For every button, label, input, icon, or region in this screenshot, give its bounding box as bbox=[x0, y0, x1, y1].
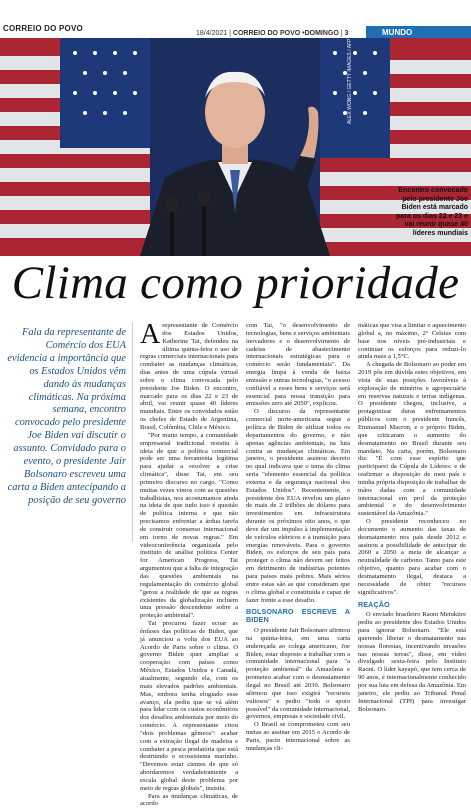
paragraph: com Tai, "o desenvolvimento de tecnologias, bens e serviços ambientais inovadores e o desenvolvimento de cadeias de abastecimento internacionais estratégicas para o comércio serão fundamentais". Da energia limpa à venda de baixa emissão e outras tecnologias, "o acesso confiável a esses bens e serviços será essencial para nossa transição para emissões zero até 2050", explicou. bbox=[246, 322, 350, 408]
paragraph: O presidente Jair Bolsonaro afirmou na quinta-feira, em uma carta endereçada ao colega americano, Joe Biden, estar disposto a trabalhar com a comunidade internacional para "a proteção ambiental" da Amazônia e prometeu acabar com o desmatamento ilegal no Brasil até 2030. Bolsonaro afirmou que isso exigirá "recursos vultosos" e pediu "todo o apoio possível" da comunidade internacional, governos, empresas e sociedade civil. bbox=[246, 627, 350, 721]
column-rule bbox=[132, 322, 133, 542]
brand-name: CORREIO DO POVO bbox=[3, 24, 83, 33]
standfirst: Fala da representante de Comércio dos EUA evidencia a importância que os Estados Unidos vêm dando às mudanças climáticas. Na próxima semana, encontro convocado pelo presidente Joe Biden vai discutir o assunto. Convidado para o evento, o presidente Jair Bolsonaro escreveu uma carta a Biden antecipando a posição de seu governo bbox=[7, 327, 126, 506]
paragraph: "Por muito tempo, a comunidade empresarial tradicional resistiu à ideia de que a política comercial pode ser uma ferramenta legítima para ajudar a resolver a crise climática", disse Tai, em seu primeiro discurso no cargo. "Como muitas vezes vimos com as questões trabalhistas, nos acostumamos ainda na ideia de que tudo isso é questão de política interna e que não precisamos enfrentar a árdua tarefa de construir consenso internacional em torno de novas regras." Em videoconferência organizada pelo instituto de análise política Center for American Progress, Tai argumentou que a falta de integração das questões ambientais na regulamentação do comércio global "gerou a realidade de que as regras existentes da globalização incluem uma pressão descendente sobre a proteção ambiental". bbox=[140, 431, 238, 620]
paragraph: O Brasil se comprometeu com seu metas ao assinar em 2015 o Acordo de Paris, pacto internacional sobre as mudanças cli- bbox=[246, 721, 350, 752]
dateline bbox=[196, 30, 348, 37]
section-tab: MUNDO bbox=[366, 26, 471, 40]
photo-caption: Encontro convocado pelo presidente Joe Biden está marcado para os dias 22 e 23 e vai reunir quase 40 líderes mundiais bbox=[396, 187, 468, 237]
separator: | bbox=[340, 30, 343, 37]
paper-name: CORREIO DO POVO bbox=[232, 30, 301, 37]
paragraph: O presidente reconheceu no documento o aumento das taxas de desmatamento nos pais desde 2012 e assinou a possibilidade de antecipar de 2060 a 2050 a meta de alcançar a neutralidade de carbono. Tanto para este objetivo, quanto para acabar com o desmatamento ilegal, destaca a necessidade de obter "recursos significativos". bbox=[358, 518, 466, 596]
paragraph: A chegada de Bolsonaro ao poder em 2019 pôs em dúvida estes objetivos, em vista de suas posições favoráveis à exploração de minérios e agropecuária em reservas naturais e terras indígenas. O presidente chegou, inclusive, a protagonizar duras enfrentamentos públicos com o presidente francês, Emmanuel Macron, e o próprio Biden, que criticaram o aumento do desmatamento no Brasil durante seu mandato. Na carta, porém, Bolsonaro diz: "É com esse espírito que participarei da Cúpula de Líderes: e de reafirmar a disposição de meu país e minha própria disposição de trabalhar de mãos dadas com a comunidade internacional em prol da proteção ambiental e do desenvolvimento sustentável da Amazônia." bbox=[358, 361, 466, 518]
article-column-3 bbox=[358, 322, 466, 713]
article-column-2 bbox=[246, 322, 350, 752]
paragraph: O discurso da representante comercial norte-americana segue a política de Biden de utilizar todos os departamentos do governo, e não apenas agências ambientais, na luta contra as mudanças climáticas. Em janeiro, o presidente assinou decreto no qual indicava que o tema do clima seria "elemento essencial da política externa e da segurança nacional dos Estados Unidos". Recentemente, o presidente dos EUA revelou um plano de mais de 2 trilhões de dólares para investimentos em infraestrutura durante os próximos oito anos, o que deve dar um impulso à implementação de veículos elétricos e à transição para energias renováveis. Para o governo Biden, os esforços de seu país para proteger o clima não devem ser feitos em detrimento de indústrias potentes para países mais pobres. Mais sérios entre estas são as que consideram que o clima global e constituída e capaz de fazer frente a esse desafio. bbox=[246, 408, 350, 604]
paragraph: Tai procurou fazer ecoar as ênfases das políticas de Biden, que já anunciou a volta dos EUA ao Acordo de Paris sobre o clima. O governo Biden quer ampliar a cooperação com países como México, Estados Unidos e Canadá, atualmente, segundo ela, com os mais elevados padrões ambientais. Mas, embora tenha elogiado esse avanço, ela pediu que se vá além para lidar com os custos econômicos dos desafios ambientais por meio do comércio. A representante citou "dois problemas gêmeos": acabar com a extração ilegal de madeira e combater a pesca predatória que está destruindo o ecossistema marinho. "Devemos estar cientes de que só abordaremos verdadeiramente a escala global deste problema por meio de regras globais", insistiu. bbox=[140, 620, 238, 792]
subheading: BOLSONARO ESCREVE A BIDEN bbox=[246, 607, 350, 625]
photo-credit: ALEX WONG / GETTY IMAGES / AFP bbox=[347, 38, 353, 124]
article-column-1 bbox=[140, 319, 238, 808]
subheading: REAÇÃO bbox=[358, 599, 390, 609]
page-header bbox=[0, 0, 471, 37]
page-number: 3 bbox=[344, 30, 349, 37]
paragraph: máticas que visa a limitar o aquecimento global a, no máximo, 2° Celsius com base nos níveis pré-industriais e continuar os esforços para reduzi-lo ainda mais a 1,5°C. bbox=[358, 322, 466, 361]
headline: Clima como prioridade bbox=[11, 257, 460, 309]
paragraph: Arepresentante de Comércio dos Estados Unidos, Katherine Tai, defendeu na última quinta-feira o uso de regras comerciais internacionais para combater as mudanças climáticas, dias antes de uma cúpula virtual sobre o clima convocada pelo presidente Joe Biden. O encontro, marcado para os dias 22 e 23 de abril, vai reunir quase 40 líderes mundiais. Entre os convidados estão os chefes de Estado de Argentina, Brasil, Colômbia, Chile e México. bbox=[140, 319, 238, 431]
paragraph: Para as mudanças climáticas, de acordo bbox=[140, 792, 238, 808]
paragraph: O enviado brasileiro Raoni Metuktire pediu ao presidente dos Estados Unidos para ignorar Bolsonaro. "Ele está querendo liberar o desmatamento nas nossas florestas, incentivando invasões nas nossas terras", disse, em vídeo divulgado sexta-feira pelo Instituto Raoni. O líder kayapó, que tem cerca de 90 anos, é internacionalmente conhecido por sua luta em defesa da Amazônia. Em janeiro, ele pediu ao Tribunal Penal Internacional (TPI) para investigar Bolsonaro. bbox=[358, 611, 466, 713]
separator: | bbox=[229, 30, 231, 37]
issue-date: 18/4/2021 bbox=[196, 30, 228, 37]
edition-day: •DOMINGO bbox=[302, 30, 339, 37]
drop-cap: A bbox=[140, 319, 161, 350]
